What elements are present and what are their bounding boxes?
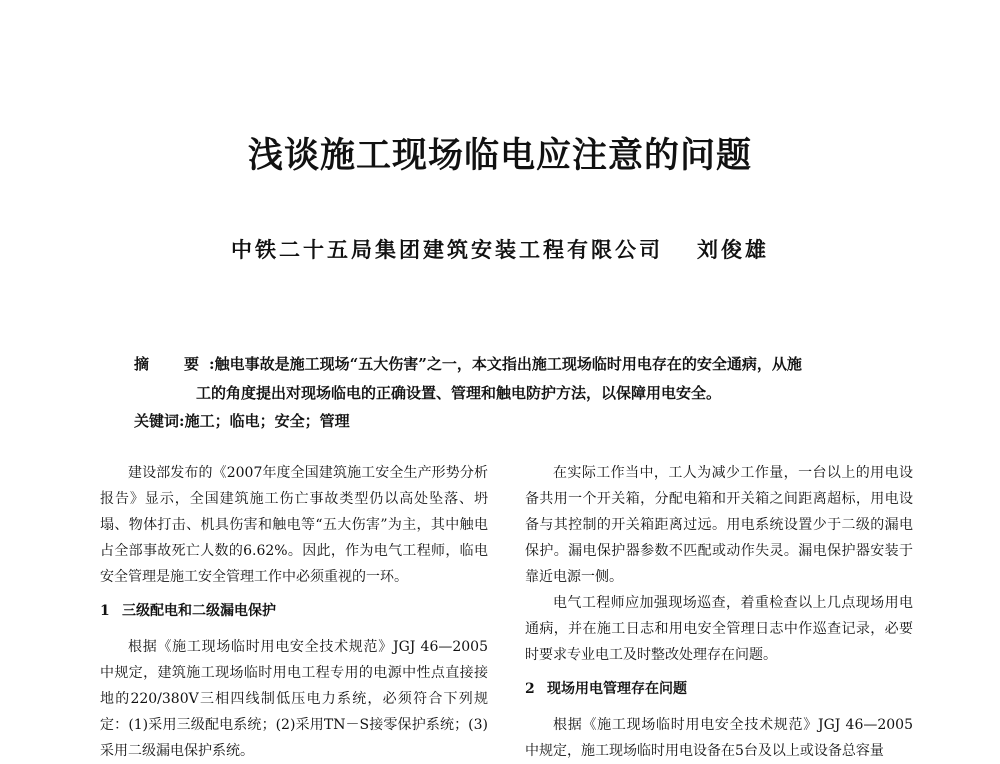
section-number: 1	[100, 603, 110, 619]
page-title: 浅谈施工现场临电应注意的问题	[247, 135, 752, 176]
paragraph: 在实际工作当中，工人为减少工作量，一台以上的用电设备共用一个开关箱，分配电箱和开关箱之间距离超标，用电设备与其控制的开关箱距离过远。用电系统设置少于二级的漏电保护。漏电保护器参数不匹配或动作失灵。漏电保护器安装于靠近电源一侧。	[525, 465, 913, 585]
author-organization: 中铁二十五局集团建筑安装工程有限公司	[231, 237, 663, 262]
abstract: 摘 要:触电事故是施工现场“五大伤害”之一，本文指出施工现场临时用电存在的安全通病，从施 工的角度提出对现场临电的正确设置、管理和触电防护方法，以保障用电安全。	[134, 350, 886, 408]
abstract-label: 摘 要	[134, 355, 210, 373]
keywords: 关键词:施工；临电；安全；管理	[134, 412, 350, 430]
paragraph: 根据《施工现场临时用电安全技术规范》JGJ 46—2005中规定，建筑施工现场临时用电工程专用的电源中性点直接接地的220/380V三相四线制低压电力系统，必须符合下列规定：(1)采用三级配电系统；(2)采用TN－S接零保护系统；(3)采用二级漏电保护系统。	[100, 639, 488, 759]
section-title: 三级配电和二级漏电保护	[122, 603, 276, 619]
section-number: 2	[525, 681, 535, 697]
paragraph: 电气工程师应加强现场巡查，着重检查以上几点现场用电通病，并在施工日志和用电安全管理日志中作巡查记录，必要时要求专业电工及时整改处理存在问题。	[525, 595, 913, 663]
right-column	[525, 460, 913, 764]
section-heading-2	[525, 676, 913, 702]
section-title: 现场用电管理存在问题	[547, 681, 687, 697]
left-column	[100, 460, 488, 764]
abstract-line-2: 工的角度提出对现场临电的正确设置、管理和触电防护方法，以保障用电安全。	[196, 384, 722, 402]
abstract-line-1: 触电事故是施工现场“五大伤害”之一，本文指出施工现场临时用电存在的安全通病，从施	[214, 355, 802, 373]
keywords-label: 关键词	[134, 412, 180, 430]
keywords-text: 施工；临电；安全；管理	[184, 412, 350, 430]
section-heading-1	[100, 598, 488, 624]
paragraph: 建设部发布的《2007年度全国建筑施工安全生产形势分析报告》显示，全国建筑施工伤亡事故类型仍以高处坠落、坍塌、物体打击、机具伤害和触电等“五大伤害”为主，其中触电占全部事故死亡人数的6.62%。因此，作为电气工程师，临电安全管理是施工安全管理工作中必须重视的一环。	[100, 465, 488, 585]
author-name: 刘俊雄	[697, 237, 769, 262]
paragraph: 根据《施工现场临时用电安全技术规范》JGJ 46—2005中规定，施工现场临时用电设备在5台及以上或设备总容量	[525, 717, 913, 759]
byline	[0, 234, 1000, 264]
